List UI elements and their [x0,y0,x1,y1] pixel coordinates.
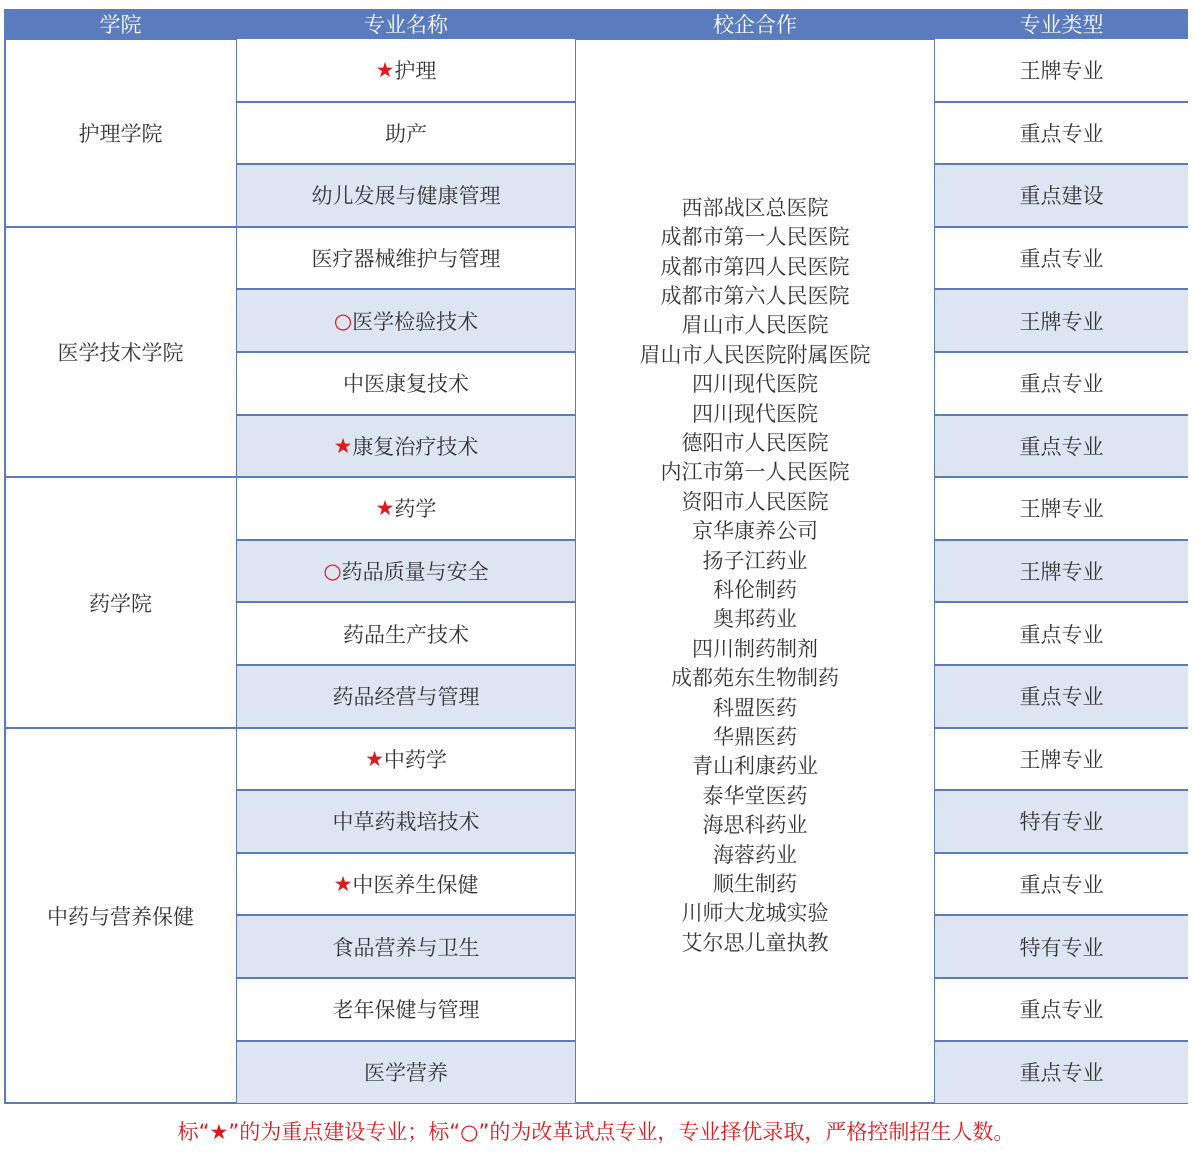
partner-name: 海蓉药业 [713,842,797,867]
major-cell [237,352,575,415]
divider [935,414,1188,416]
divider [237,601,575,603]
divider [237,977,575,979]
major-type: 王牌专业 [935,540,1188,603]
divider [237,351,575,353]
major-type: 重点专业 [935,352,1188,415]
major-name: 药学 [394,497,437,522]
divider [935,601,1188,603]
major-name: 幼儿发展与健康管理 [311,184,501,209]
divider [935,664,1188,666]
divider [237,226,575,228]
major-name: 药品质量与安全 [341,560,489,585]
partner-name: 海思科药业 [702,813,808,838]
major-cell [237,1041,575,1104]
major-cell [237,540,575,603]
major-cell [237,978,575,1041]
star-icon: ★ [333,433,353,458]
partner-name: 华鼎医药 [713,725,797,750]
college-cell: 医学技术学院 [4,227,237,477]
star-icon: ★ [365,746,384,771]
divider [237,414,575,416]
divider [237,727,575,729]
divider [935,351,1188,353]
partner-name: 泰华堂医药 [702,783,808,808]
partner-name: 扬子江药业 [702,548,808,573]
partner-name: 成都市第四人民医院 [660,254,850,279]
major-type: 重点专业 [935,978,1188,1041]
footnote: 标“★”的为重点建设专业；标“○”的为改革试点专业，专业择优录取，严格控制招生人数。 [177,1120,1015,1144]
divider [935,789,1188,791]
major-type: 重点专业 [935,853,1188,916]
partner-name: 资阳市人民医院 [681,489,829,514]
major-cell [237,728,575,791]
college-cell: 中药与营养保健 [4,728,237,1103]
divider [935,1040,1188,1042]
header-major: 专业名称 [237,9,575,39]
major-name: 中药学 [383,747,447,772]
partner-list [575,39,935,1103]
major-name: 老年保健与管理 [332,998,480,1023]
divider [237,789,575,791]
partner-name: 眉山市人民医院附属医院 [639,342,871,367]
major-type: 特有专业 [935,790,1188,853]
partner-name: 青山利康药业 [692,754,818,779]
divider [237,101,575,103]
divider [935,476,1188,478]
divider [237,288,575,290]
divider [4,226,237,228]
partner-name: 川师大龙城实验 [681,901,829,926]
partner-name: 艾尔思儿童执教 [681,930,829,955]
divider [237,476,575,478]
major-type: 王牌专业 [935,477,1188,540]
star-icon: ★ [375,496,395,521]
major-name: 中医养生保健 [352,873,479,898]
header-type: 专业类型 [935,9,1188,39]
divider [935,914,1188,916]
divider [935,101,1188,103]
major-name: 食品营养与卫生 [332,935,480,960]
major-cell [237,665,575,728]
partner-name: 科盟医药 [713,695,797,720]
partner-name: 奥邦药业 [713,607,797,632]
major-cell [237,415,575,478]
partner-name: 顺生制药 [713,872,797,897]
major-name: 药品经营与管理 [332,685,480,710]
major-type: 重点专业 [935,665,1188,728]
star-icon: ★ [375,58,395,83]
divider [935,852,1188,854]
partner-name: 成都市第一人民医院 [660,225,850,250]
divider [935,539,1188,541]
partner-name: 科伦制药 [713,578,797,602]
major-name: 康复治疗技术 [352,434,479,459]
divider [237,163,575,165]
divider [4,476,237,478]
major-name: 医学营养 [364,1060,448,1085]
partner-name: 四川现代医院 [692,372,818,397]
major-cell [237,915,575,978]
divider [935,163,1188,165]
major-cell [237,289,575,352]
major-type: 重点专业 [935,415,1188,478]
college-cell: 药学院 [4,477,237,728]
major-type: 重点专业 [935,1041,1188,1104]
star-icon: ★ [333,872,353,897]
partner-name: 四川制药制剂 [692,636,818,661]
major-cell [237,164,575,227]
majors-table [4,9,1188,1150]
major-name: 中草药栽培技术 [332,810,480,835]
partner-name: 成都苑东生物制药 [671,666,839,691]
divider [237,539,575,541]
major-cell [237,853,575,916]
major-type: 王牌专业 [935,289,1188,352]
circle-icon: ○ [333,308,353,333]
divider [237,852,575,854]
major-name: 医疗器械维护与管理 [311,247,501,272]
major-type: 重点专业 [935,602,1188,665]
divider [935,288,1188,290]
partner-name: 德阳市人民医院 [681,430,829,455]
divider [935,977,1188,979]
partner-name: 京华康养公司 [692,519,818,544]
header-college: 学院 [4,9,237,39]
partner-name: 内江市第一人民医院 [660,460,850,485]
partner-name: 四川现代医院 [692,401,818,426]
partner-name: 眉山市人民医院 [681,313,829,338]
major-name: 中医康复技术 [343,372,469,397]
circle-icon: ○ [323,559,342,584]
major-name: 医学检验技术 [352,309,479,334]
header-cooperation: 校企合作 [575,9,935,39]
major-cell [237,477,575,540]
divider [237,914,575,916]
divider [237,1040,575,1042]
divider [237,664,575,666]
major-name: 护理 [394,59,437,84]
major-cell [237,102,575,165]
partner-name: 西部战区总医院 [681,195,829,220]
partner-name: 成都市第六人民医院 [660,283,850,308]
major-cell [237,39,575,102]
major-type: 王牌专业 [935,39,1188,102]
major-type: 特有专业 [935,915,1188,978]
divider [935,226,1188,228]
divider [4,39,6,1103]
divider [935,727,1188,729]
major-cell [237,790,575,853]
divider [4,727,237,729]
major-cell [237,602,575,665]
college-cell: 护理学院 [4,39,237,227]
major-type: 重点建设 [935,164,1188,227]
major-type: 重点专业 [935,102,1188,165]
major-name: 药品生产技术 [343,622,469,647]
major-name: 助产 [385,121,427,146]
major-type: 重点专业 [935,227,1188,290]
major-type: 王牌专业 [935,728,1188,791]
major-cell [237,227,575,290]
